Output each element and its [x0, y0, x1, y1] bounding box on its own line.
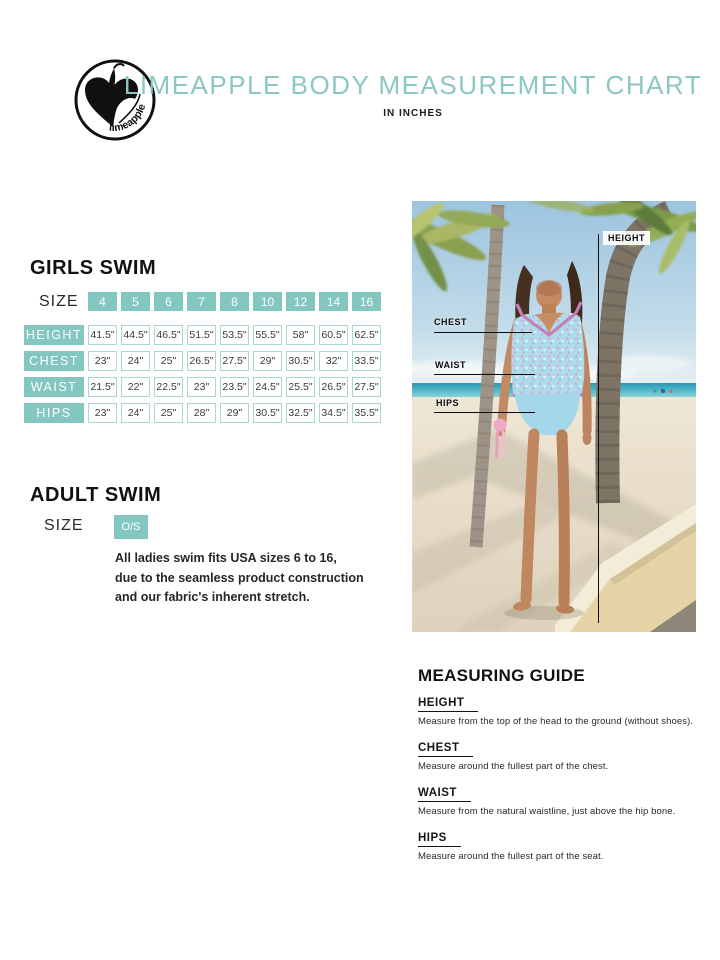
value-cell: 26.5" [187, 351, 216, 371]
value-cell: 21.5" [88, 377, 117, 397]
beach-photo-illustration [412, 201, 696, 632]
adult-note-line: due to the seamless product construction [115, 570, 364, 585]
value-cell: 55.5" [253, 325, 282, 345]
value-cell: 32" [319, 351, 348, 371]
value-cell: 32.5" [286, 403, 315, 423]
adult-note-line: and our fabric's inherent stretch. [115, 590, 310, 604]
size-label: SIZE [39, 292, 79, 310]
size-header-row [24, 292, 381, 311]
measuring-guide-heading: MEASURING GUIDE [418, 666, 585, 685]
adult-swim-note [115, 549, 365, 608]
row-header-height: HEIGHT [24, 325, 84, 345]
photo-waist-label: WAIST [435, 360, 466, 370]
value-cell: 26.5" [319, 377, 348, 397]
girls-swim-heading: GIRLS SWIM [30, 257, 157, 279]
adult-size-value-badge: O/S [114, 515, 148, 539]
value-cell: 30.5" [286, 351, 315, 371]
size-header-cell: 14 [319, 292, 348, 311]
measuring-guide-items [418, 693, 710, 862]
adult-size-label: SIZE [44, 517, 84, 534]
size-header-cell: 10 [253, 292, 282, 311]
size-header-cell: 7 [187, 292, 216, 311]
value-cell: 60.5" [319, 325, 348, 345]
guide-term-chest: CHEST [418, 742, 473, 757]
waist-measure-line [434, 374, 535, 375]
row-header-chest: CHEST [24, 351, 84, 371]
guide-description: Measure around the fullest part of the seat. [418, 851, 604, 862]
guide-term-waist: WAIST [418, 787, 471, 802]
value-cell: 30.5" [253, 403, 282, 423]
hips-measure-line [434, 412, 535, 413]
size-header-cell: 8 [220, 292, 249, 311]
value-cell: 28" [187, 403, 216, 423]
measuring-guide [418, 666, 710, 862]
value-cell: 33.5" [352, 351, 381, 371]
guide-description: Measure from the natural waistline, just above the hip bone. [418, 806, 676, 817]
size-header-cell: 5 [121, 292, 150, 311]
value-cell: 25" [154, 351, 183, 371]
photo-height-label: HEIGHT [603, 231, 650, 245]
size-header-cell: 4 [88, 292, 117, 311]
adult-swim-heading: ADULT SWIM [30, 484, 162, 506]
value-cell: 29" [253, 351, 282, 371]
value-cell: 24" [121, 403, 150, 423]
value-cell: 46.5" [154, 325, 183, 345]
measurement-grid [24, 325, 381, 423]
guide-description: Measure around the fullest part of the chest. [418, 761, 609, 772]
value-cell: 23" [88, 403, 117, 423]
value-cell: 23" [88, 351, 117, 371]
value-cell: 22" [121, 377, 150, 397]
photo-hips-label: HIPS [436, 398, 460, 408]
size-header-cell: 6 [154, 292, 183, 311]
row-header-hips: HIPS [24, 403, 84, 423]
chest-measure-line [434, 332, 532, 333]
value-cell: 58" [286, 325, 315, 345]
value-cell: 24" [121, 351, 150, 371]
value-cell: 23" [187, 377, 216, 397]
value-cell: 24.5" [253, 377, 282, 397]
page-subtitle: IN INCHES [383, 108, 443, 119]
value-cell: 22.5" [154, 377, 183, 397]
size-header-cell: 16 [352, 292, 381, 311]
value-cell: 25.5" [286, 377, 315, 397]
size-header-cell: 12 [286, 292, 315, 311]
value-cell: 27.5" [220, 351, 249, 371]
page-title: LIMEAPPLE BODY MEASUREMENT CHART [123, 70, 703, 100]
row-header-waist: WAIST [24, 377, 84, 397]
value-cell: 35.5" [352, 403, 381, 423]
value-cell: 62.5" [352, 325, 381, 345]
value-cell: 29" [220, 403, 249, 423]
adult-note-line: All ladies swim fits USA sizes 6 to 16, [115, 551, 337, 565]
value-cell: 51.5" [187, 325, 216, 345]
guide-term-height: HEIGHT [418, 697, 478, 712]
value-cell: 25" [154, 403, 183, 423]
photo-chest-label: CHEST [434, 317, 468, 327]
value-cell: 44.5" [121, 325, 150, 345]
guide-term-hips: HIPS [418, 832, 461, 847]
logo-text: limeapple [108, 102, 149, 135]
value-cell: 34.5" [319, 403, 348, 423]
height-measure-line [598, 234, 599, 623]
measurement-photo [412, 201, 696, 632]
value-cell: 27.5" [352, 377, 381, 397]
value-cell: 41.5" [88, 325, 117, 345]
value-cell: 53.5" [220, 325, 249, 345]
guide-description: Measure from the top of the head to the ground (without shoes). [418, 716, 694, 727]
value-cell: 23.5" [220, 377, 249, 397]
